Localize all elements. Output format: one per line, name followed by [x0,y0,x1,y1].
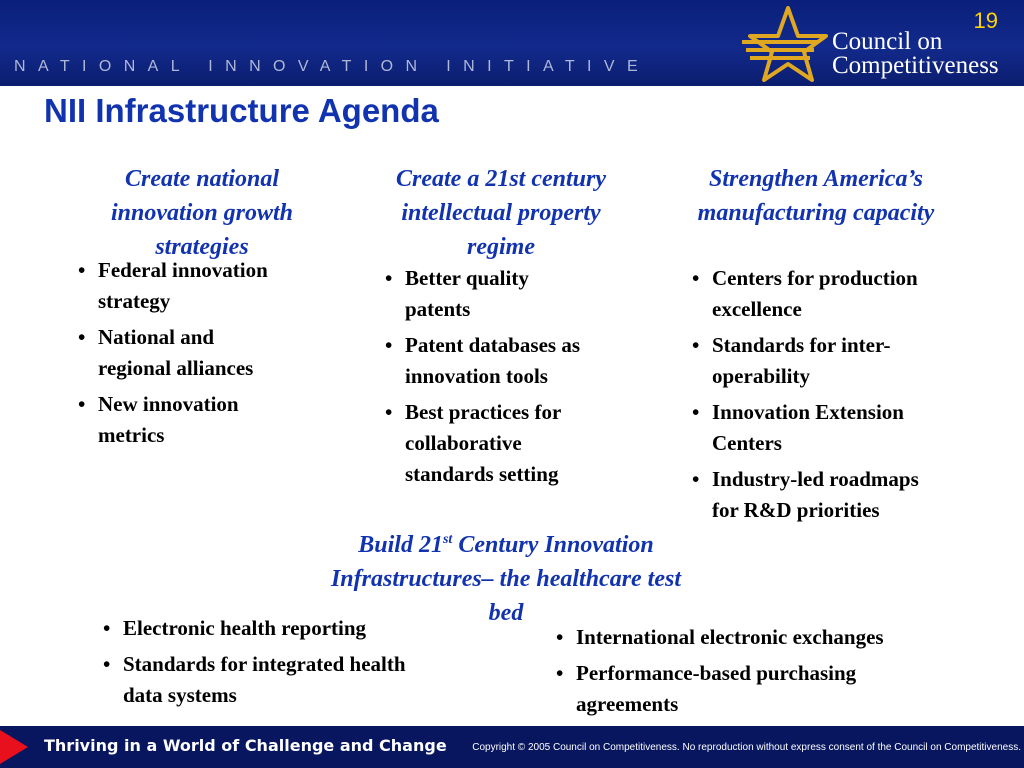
bullet-item: • National and regional alliances [76,322,326,384]
slide-number: 19 [973,8,998,33]
star-icon [742,6,828,82]
bullet-item: • Performance-based purchasing agreements [554,658,974,720]
bullet-item: • Centers for production excellence [690,263,990,325]
heading-line: innovation growth [110,200,294,226]
heading-line: strategies [155,234,249,260]
heading-line: manufacturing capacity [697,200,935,226]
logo-text [832,30,999,78]
copyright-notice: Copyright © 2005 Council on Competitiveness. No reproduction without express consent of the Council on Competitiveness. [472,742,1021,753]
bullet-list-healthcare-right [554,622,974,725]
bullet-item: • New innovation metrics [76,389,326,451]
arrow-icon [0,726,30,768]
column-heading-growth-strategies [52,162,352,264]
bullet-item: • Industry-led roadmaps for R&D priorities [690,464,990,526]
header-bar [0,0,1024,86]
bullet-item: • Standards for integrated health data systems [101,649,491,711]
heading-line: Build 21st Century Innovation [358,532,654,558]
bullet-list-manufacturing [690,263,990,531]
bullet-item: • Standards for inter- operability [690,330,990,392]
heading-line: Create national [124,166,280,192]
bullet-list-intellectual-property [383,263,643,495]
bullet-item: • Best practices for collaborative standards setting [383,397,643,490]
page-title: NII Infrastructure Agenda [44,92,439,129]
bullet-item: • Patent databases as innovation tools [383,330,643,392]
column-heading-manufacturing [664,162,968,230]
banner-text: NATIONAL INNOVATION INITIATIVE [14,58,651,75]
bullet-list-healthcare-left [101,613,491,716]
heading-line: Create a 21st century [396,166,606,192]
bullet-item: • Better quality patents [383,263,643,325]
bullet-item: • Electronic health reporting [101,613,491,644]
bullet-item: • Federal innovation strategy [76,255,326,317]
footer-tagline: Thriving in a World of Challenge and Change [44,736,447,755]
heading-line: Strengthen America’s [708,166,924,192]
heading-line: Infrastructures– the healthcare test [330,566,682,592]
bullet-item: • Innovation Extension Centers [690,397,990,459]
heading-line: intellectual property [401,200,601,226]
bullet-list-growth-strategies [76,255,326,456]
heading-line: bed [488,600,524,626]
bullet-item: • International electronic exchanges [554,622,974,653]
column-heading-intellectual-property [360,162,642,264]
logo-line-1: Council on [832,28,943,55]
footer-bar [0,726,1024,768]
heading-line: regime [467,234,535,260]
council-logo [742,6,1012,82]
logo-line-2: Competitiveness [832,52,999,79]
